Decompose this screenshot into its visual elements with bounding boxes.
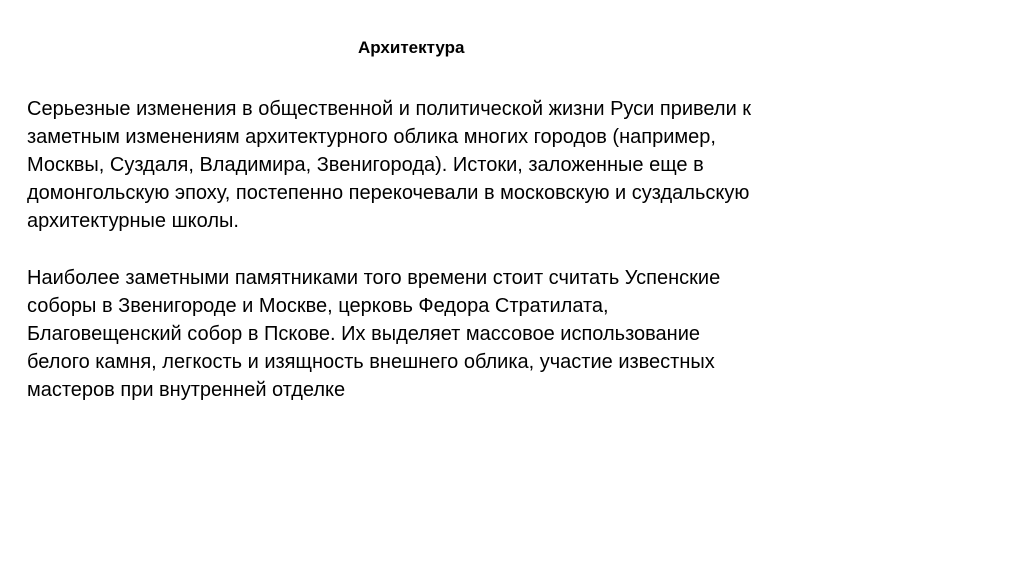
paragraph-line: заметным изменениям архитектурного облика многих городов (например,	[27, 126, 716, 148]
paragraph-line: домонгольскую эпоху, постепенно перекочевали в московскую и суздальскую	[27, 182, 750, 204]
paragraph-line: Серьезные изменения в общественной и политической жизни Руси привели к	[27, 98, 752, 120]
paragraph-line: Благовещенский собор в Пскове. Их выделяет массовое использование	[27, 323, 701, 345]
paragraph-line: белого камня, легкость и изящность внешнего облика, участие известных	[27, 351, 715, 373]
paragraph-line: мастеров при внутренней отделке	[27, 379, 346, 401]
paragraph-monuments	[27, 264, 927, 404]
paragraph-line: соборы в Звенигороде и Москве, церковь Федора Стратилата,	[27, 295, 609, 317]
paragraph-changes	[27, 95, 927, 235]
paragraph-line: Наиболее заметными памятниками того времени стоит считать Успенские	[27, 267, 721, 289]
slide-title: Архитектура	[358, 38, 465, 57]
paragraph-line: Москвы, Суздаля, Владимира, Звенигорода). Истоки, заложенные еще в	[27, 154, 704, 176]
paragraph-line: архитектурные школы.	[27, 210, 239, 232]
